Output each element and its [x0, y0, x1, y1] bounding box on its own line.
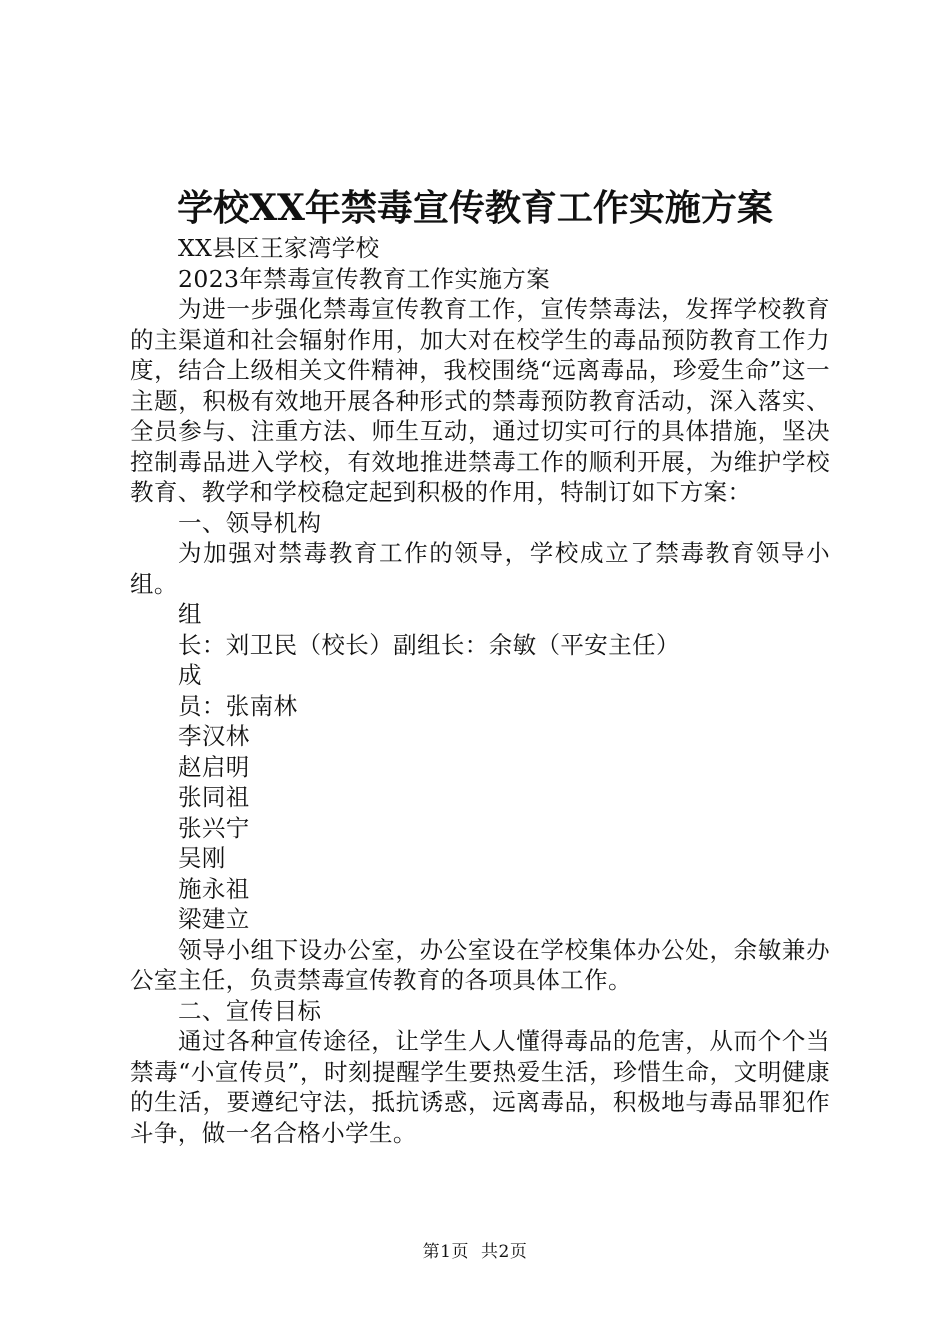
page-number: 第1页 — [422, 1242, 469, 1262]
member-name: 张兴宁 — [178, 813, 250, 842]
plan-subtitle-line: 2023年禁毒宣传教育工作实施方案 — [178, 264, 551, 293]
leadership-paragraph: 为加强对禁毒教育工作的领导，学校成立了禁毒教育领导小组。 — [130, 539, 830, 598]
member-name: 张同祖 — [178, 783, 250, 811]
school-name-line: XX县区王家湾学校 — [178, 234, 380, 262]
member-name: 吴刚 — [178, 844, 226, 872]
document-body — [130, 233, 830, 1148]
leader-label-line: 组 — [178, 600, 202, 628]
member-name: 员：张南林 — [178, 691, 298, 720]
section-heading-leadership: 一、领导机构 — [178, 508, 322, 537]
section-heading-goals: 二、宣传目标 — [178, 996, 322, 1025]
office-paragraph: 领导小组下设办公室，办公室设在学校集体办公处，余敏兼办公室主任，负责禁毒宣传教育的各项具体工作。 — [130, 935, 830, 994]
goals-paragraph: 通过各种宣传途径，让学生人人懂得毒品的危害，从而个个当禁毒“小宣传员”，时刻提醒学生要热爱生活，珍惜生命，文明健康的生活，要遵纪守法，抵抗诱惑，远离毒品，积极地与毒品罪犯作斗争，做一名合格小学生。 — [130, 1027, 830, 1147]
page-total: 共2页 — [481, 1242, 528, 1262]
leader-names-line: 长：刘卫民（校长）副组长：余敏（平安主任） — [178, 630, 680, 659]
member-label-line: 成 — [178, 661, 202, 689]
page-footer — [0, 1240, 950, 1264]
member-name: 施永祖 — [178, 874, 250, 903]
document-title: 学校XX年禁毒宣传教育工作实施方案 — [177, 187, 773, 229]
member-name: 梁建立 — [178, 905, 250, 933]
member-name: 赵启明 — [178, 752, 250, 781]
intro-paragraph: 为进一步强化禁毒宣传教育工作，宣传禁毒法，发挥学校教育的主渠道和社会辐射作用，加大对在校学生的毒品预防教育工作力度，结合上级相关文件精神，我校围绕“远离毒品，珍爱生命”这一主题，积极有效地开展各种形式的禁毒预防教育活动，深入落实、全员参与、注重方法、师生互动，通过切实可行的具体措施，坚决控制毒品进入学校，有效地推进禁毒工作的顺利开展，为维护学校教育、教学和学校稳定起到积极的作用，特制订如下方案： — [130, 295, 830, 506]
member-name: 李汉林 — [178, 722, 250, 750]
